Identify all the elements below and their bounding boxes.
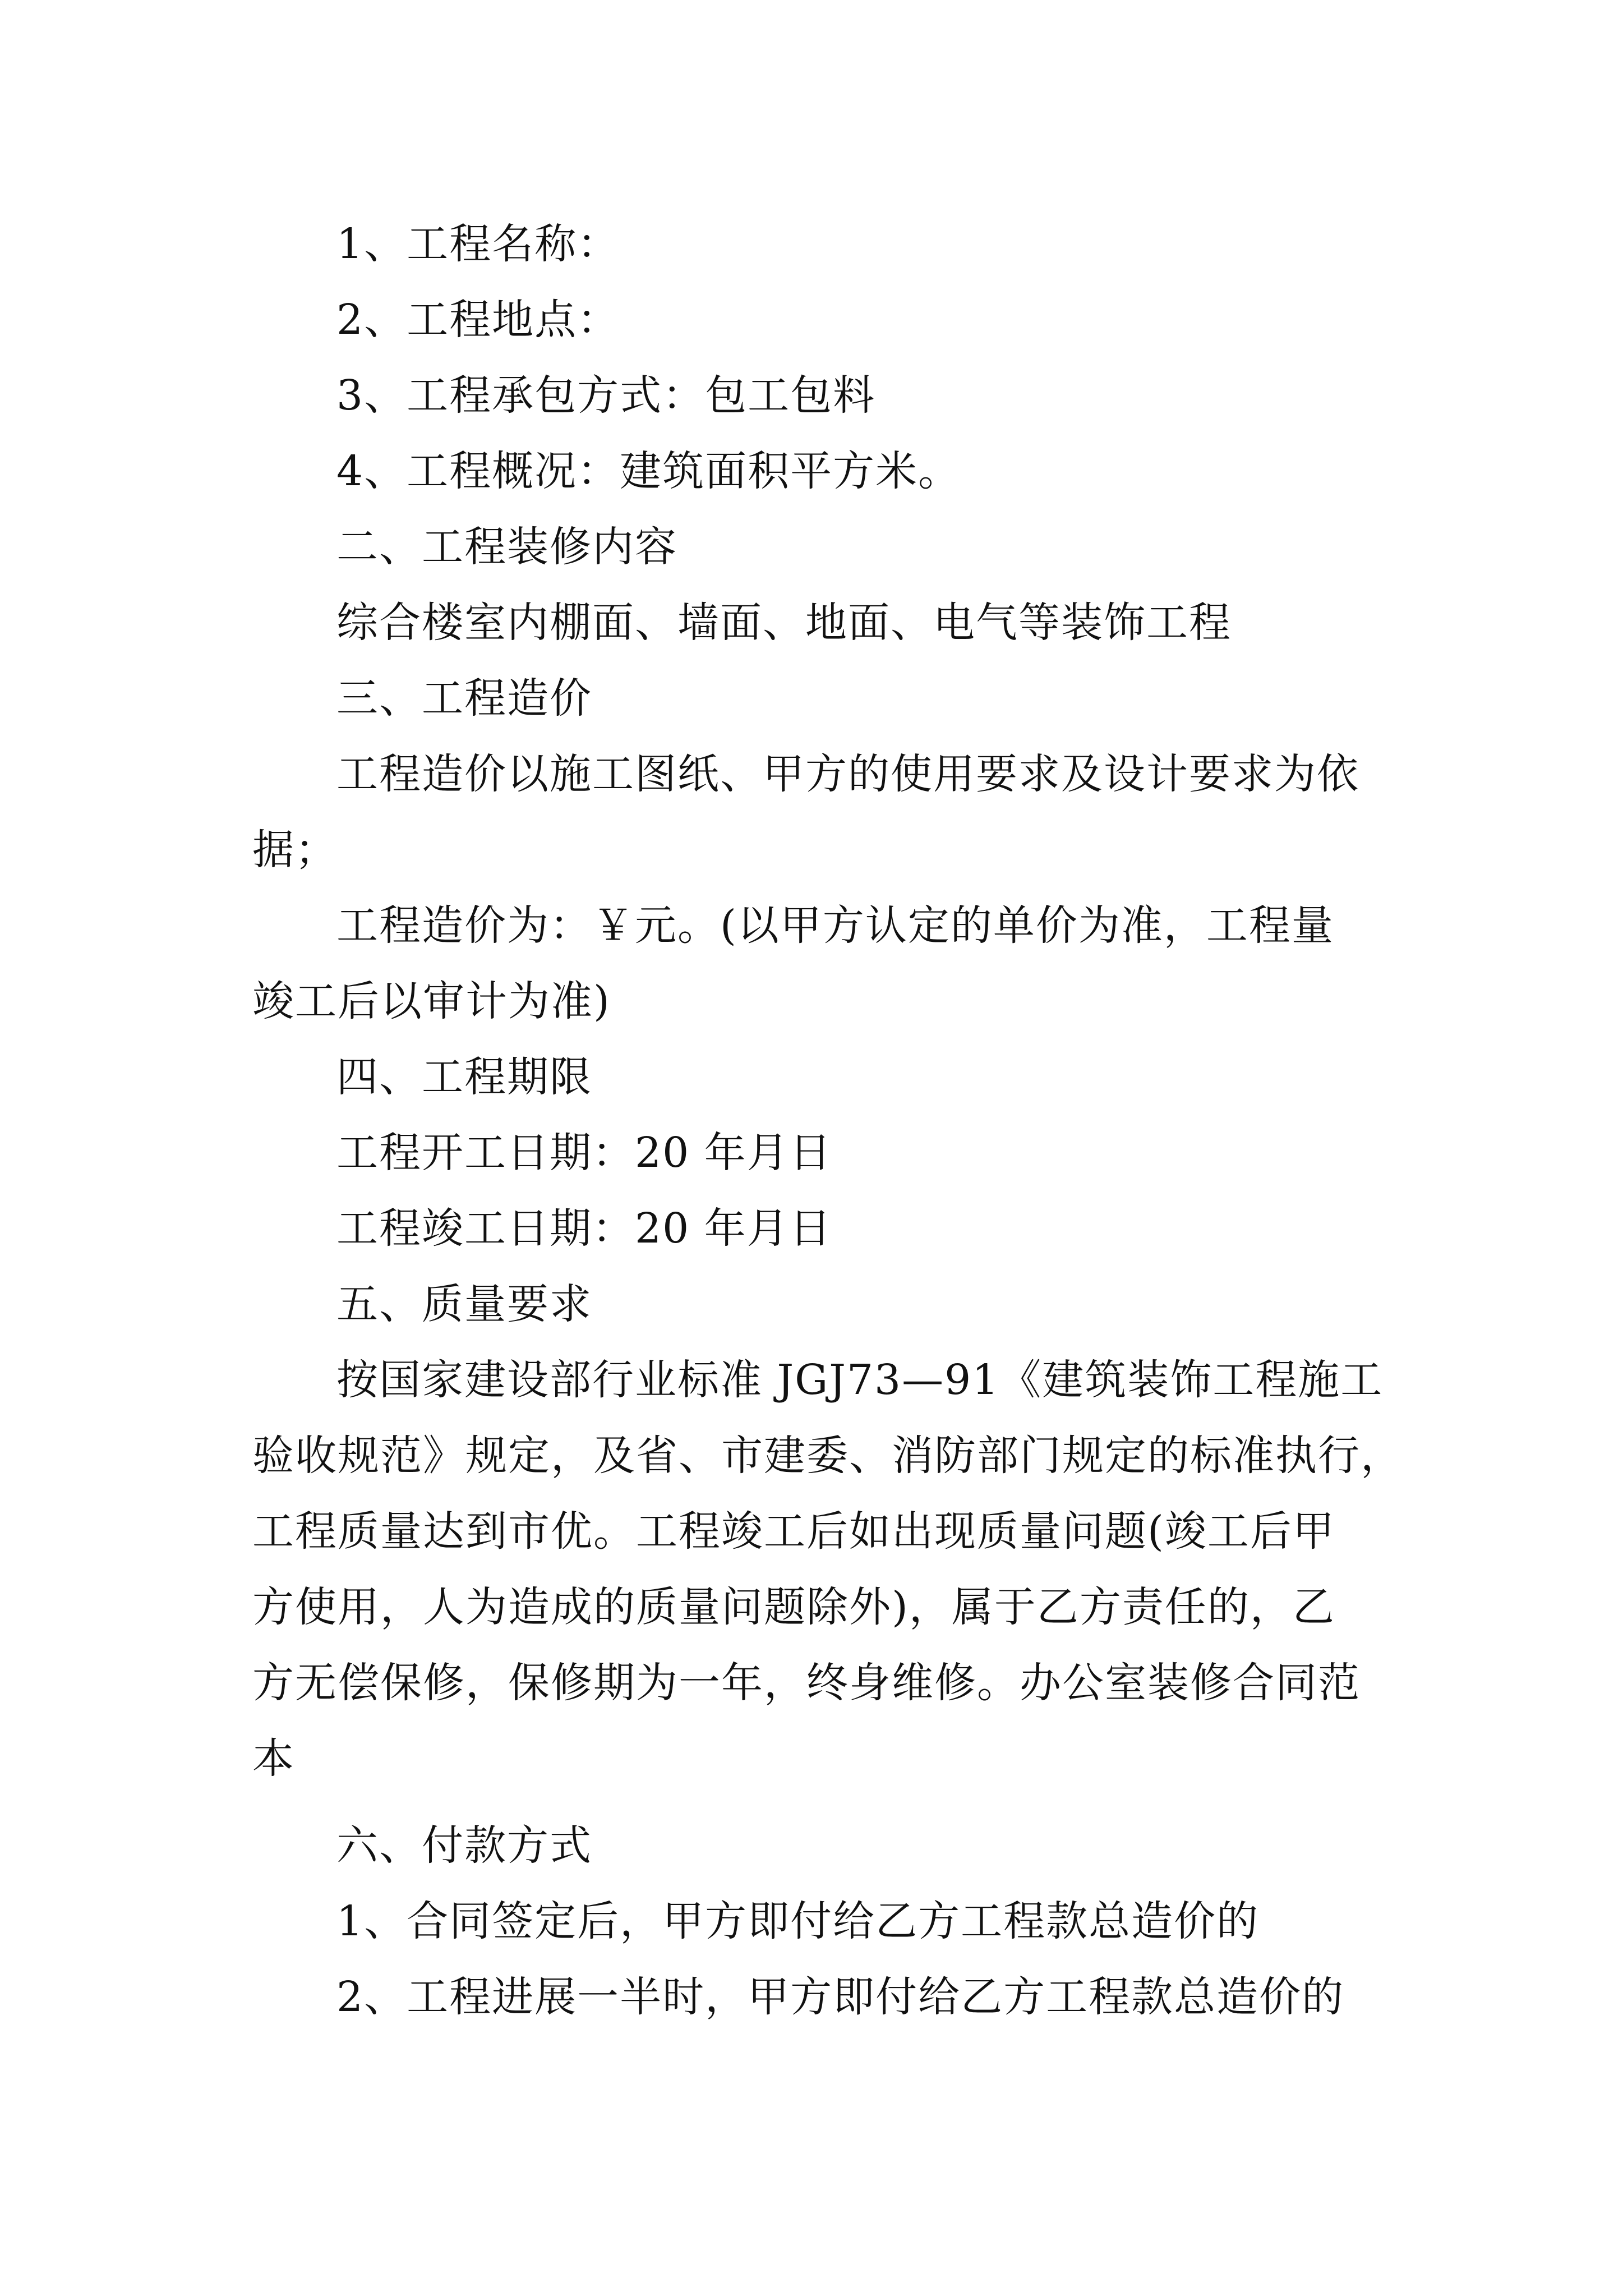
- paragraph-line: 按国家建设部行业标准 JGJ73—91《建筑装饰工程施工: [336, 1356, 1384, 1404]
- paragraph-line: 综合楼室内棚面、墙面、地面、电气等装饰工程: [336, 599, 1232, 647]
- completion-date-line: 工程竣工日期：20 年月日: [336, 1204, 832, 1253]
- item-project-name: 1、工程名称：: [336, 220, 620, 268]
- section-heading-5: 五、质量要求: [336, 1280, 592, 1328]
- paragraph-line: 方使用，人为造成的质量问题除外)，属于乙方责任的，乙: [252, 1583, 1335, 1631]
- payment-item-1: 1、合同签定后，甲方即付给乙方工程款总造价的: [336, 1897, 1260, 1945]
- section-heading-2: 二、工程装修内容: [336, 523, 677, 571]
- section-heading-6: 六、付款方式: [336, 1821, 592, 1870]
- paragraph-line: 据；: [252, 826, 338, 874]
- paragraph-line: 验收规范》规定，及省、市建委、消防部门规定的标准执行，: [252, 1432, 1403, 1480]
- item-project-overview: 4、工程概况：建筑面积平方米。: [336, 447, 961, 495]
- start-date-line: 工程开工日期：20 年月日: [336, 1129, 832, 1177]
- item-contract-method: 3、工程承包方式：包工包料: [336, 371, 876, 420]
- section-heading-3: 三、工程造价: [336, 674, 592, 723]
- paragraph-line: 工程质量达到市优。工程竣工后如出现质量问题(竣工后甲: [252, 1507, 1335, 1556]
- paragraph-line: 竣工后以审计为准): [252, 977, 611, 1025]
- paragraph-line: 工程造价以施工图纸、甲方的使用要求及设计要求为依: [336, 750, 1359, 798]
- section-heading-4: 四、工程期限: [336, 1053, 592, 1101]
- item-project-location: 2、工程地点：: [336, 296, 620, 344]
- paragraph-line: 方无偿保修，保修期为一年，终身维修。办公室装修合同范: [252, 1659, 1361, 1707]
- paragraph-line: 工程造价为：￥元。(以甲方认定的单价为准，工程量: [336, 901, 1334, 950]
- paragraph-line: 本: [252, 1734, 295, 1783]
- payment-item-2: 2、工程进展一半时，甲方即付给乙方工程款总造价的: [336, 1973, 1345, 2021]
